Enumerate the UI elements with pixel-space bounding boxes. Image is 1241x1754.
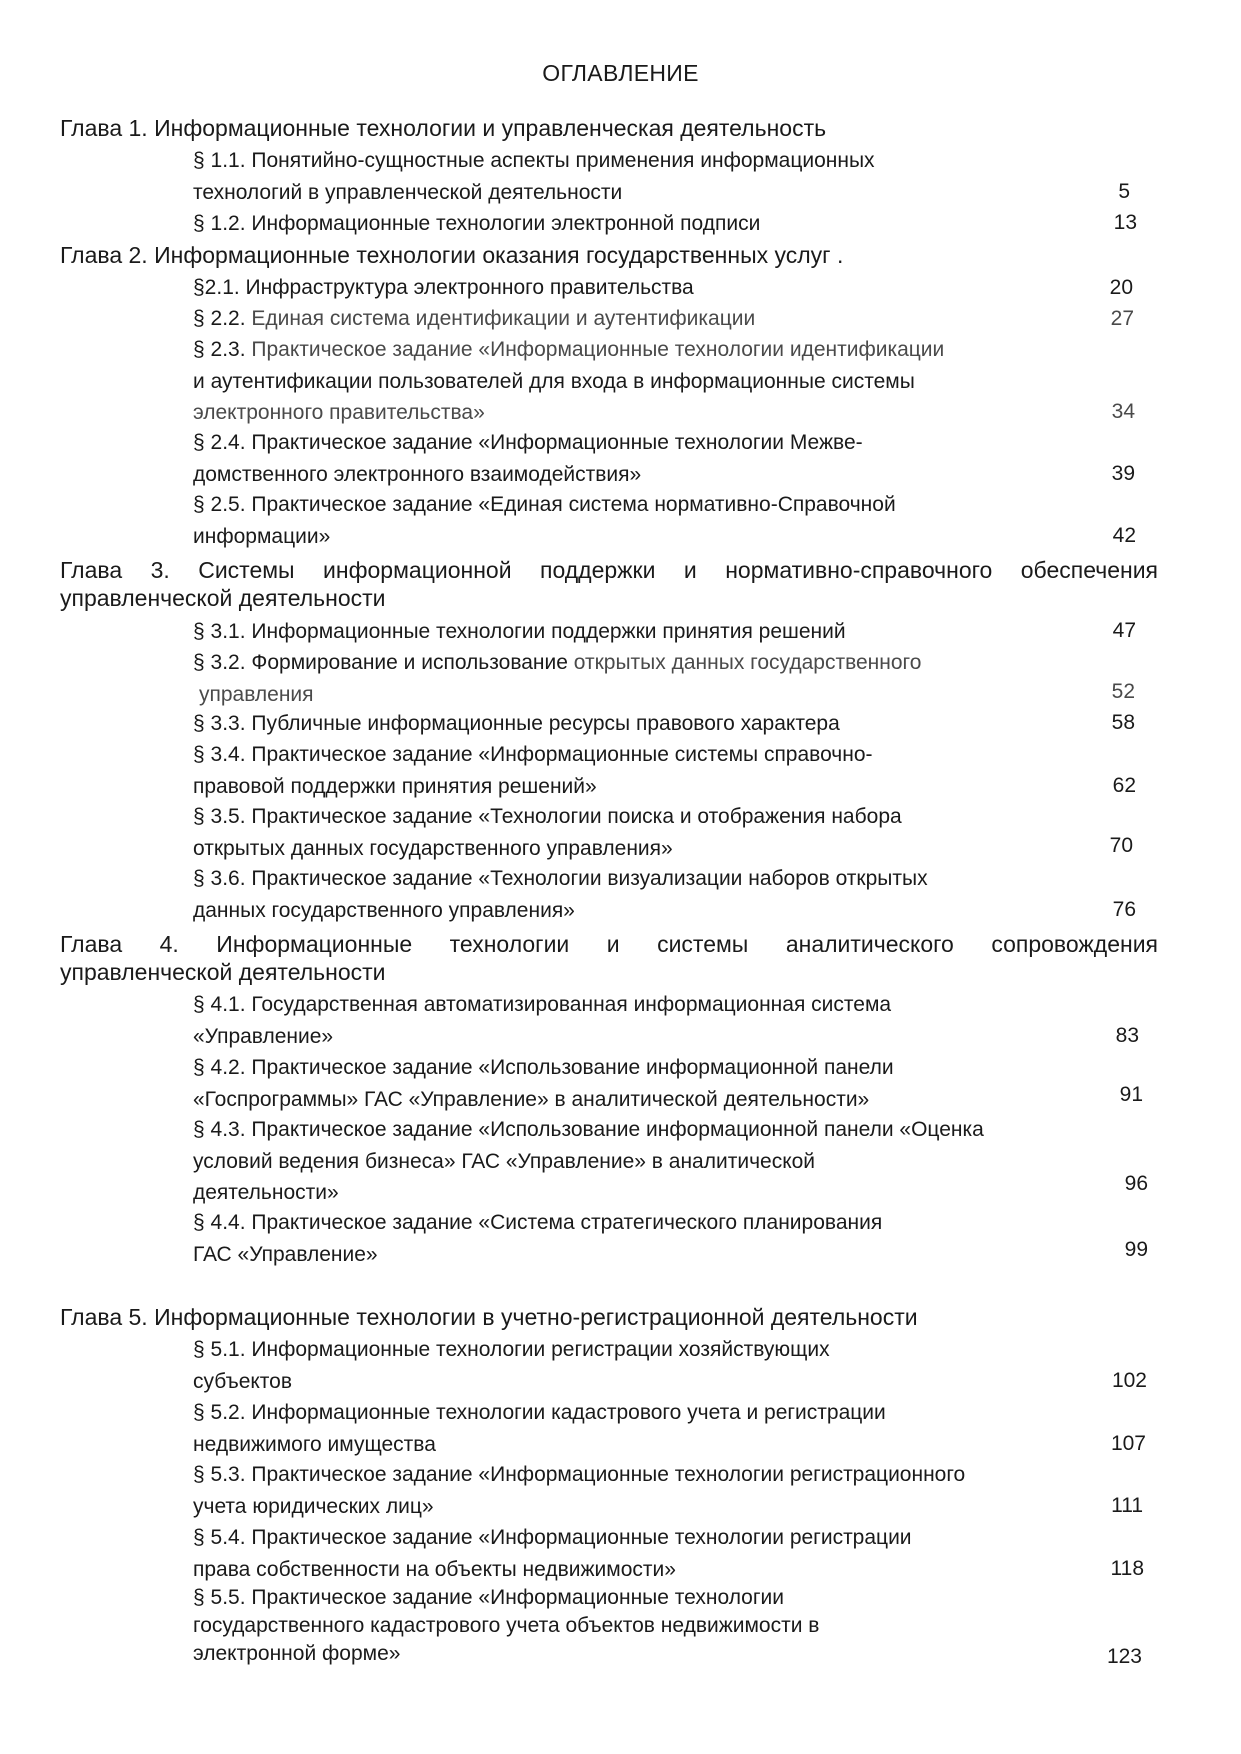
- page-number-2-4: 39: [1111, 462, 1135, 485]
- page-number-2-1: 20: [1109, 276, 1133, 299]
- section-3-4-line-1: § 3.4. Практическое задание «Информационные системы справочно-: [193, 743, 873, 766]
- chapter-4-line-2: управленческой деятельности: [60, 959, 386, 985]
- section-3-2: [193, 647, 1093, 710]
- section-2-2-title: Единая система идентификации и аутентификации: [251, 307, 756, 330]
- section-5-5-line-2: государственного кадастрового учета объектов недвижимости в: [193, 1614, 820, 1637]
- section-4-1: [193, 989, 1093, 1052]
- section-3-2-line-1: [193, 647, 1093, 679]
- section-2-3: [193, 334, 1093, 429]
- section-5-3-line-2: учета юридических лиц»: [193, 1494, 434, 1518]
- section-4-3: [193, 1114, 1093, 1209]
- page-number-3-6: 76: [1112, 898, 1136, 921]
- page-number-5-4: 118: [1110, 1557, 1144, 1580]
- page-number-3-5: 70: [1109, 834, 1133, 857]
- section-3-6: [193, 863, 1093, 926]
- section-5-4: [193, 1522, 1093, 1585]
- section-3-4-line-2: правовой поддержки принятия решений»: [193, 774, 597, 798]
- section-2-5-line-2: информации»: [193, 524, 331, 548]
- section-1-1-line-1: § 1.1. Понятийно-сущностные аспекты применения информационных: [193, 149, 875, 172]
- section-4-1-line-2: «Управление»: [193, 1024, 334, 1048]
- section-5-4-line-2: права собственности на объекты недвижимости»: [193, 1557, 676, 1581]
- section-3-2-line-2: управления: [199, 682, 314, 706]
- section-5-2-line-2: недвижимого имущества: [193, 1432, 436, 1456]
- section-2-5-line-1: § 2.5. Практическое задание «Единая система нормативно-Справочной: [193, 493, 896, 516]
- section-5-2-line-1: § 5.2. Информационные технологии кадастрового учета и регистрации: [193, 1401, 886, 1424]
- page-number-4-2: 91: [1119, 1083, 1143, 1106]
- page-number-1-2: 13: [1113, 211, 1137, 234]
- section-2-5: [193, 489, 1093, 552]
- section-4-4-line-2: ГАС «Управление»: [193, 1242, 378, 1266]
- section-5-2: [193, 1397, 1093, 1460]
- section-5-5-line-1: § 5.5. Практическое задание «Информационные технологии: [193, 1586, 784, 1609]
- chapter-1-title: Глава 1. Информационные технологии и управленческая деятельность: [60, 115, 827, 141]
- section-2-3-line-2: и аутентификации пользователей для входа в информационные системы: [193, 369, 915, 393]
- chapter-3-line-2: управленческой деятельности: [60, 585, 386, 611]
- page-number-3-1: 47: [1112, 619, 1136, 642]
- section-1-2: § 1.2. Информационные технологии электронной подписи: [193, 212, 761, 235]
- section-4-3-line-3: деятельности»: [193, 1181, 339, 1204]
- page-number-4-1: 83: [1115, 1024, 1139, 1047]
- section-2-4-line-2: домственного электронного взаимодействия»: [193, 462, 642, 486]
- section-5-5: [193, 1584, 1093, 1668]
- section-3-2-title-a: § 3.2. Формирование и использование: [193, 651, 574, 674]
- section-3-3: § 3.3. Публичные информационные ресурсы правового характера: [193, 712, 840, 735]
- section-5-1: [193, 1334, 1093, 1397]
- page-number-2-5: 42: [1112, 524, 1136, 547]
- section-5-4-line-1: § 5.4. Практическое задание «Информационные технологии регистрации: [193, 1526, 912, 1549]
- chapter-4-line-1: Глава 4. Информационные технологии и системы аналитического сопровождения: [60, 931, 1158, 957]
- page-number-2-2: 27: [1110, 307, 1134, 330]
- section-4-3-line-2: условий ведения бизнеса» ГАС «Управление» в аналитической: [193, 1149, 816, 1173]
- section-5-3-line-1: § 5.3. Практическое задание «Информационные технологии регистрационного: [193, 1463, 966, 1486]
- section-2-3-title: Практическое задание «Информационные технологии идентификации: [251, 338, 945, 361]
- section-5-1-line-1: § 5.1. Информационные технологии регистрации хозяйствующих: [193, 1338, 830, 1361]
- section-3-2-title-b: открытых данных государственного: [573, 651, 922, 674]
- section-3-6-line-2: данных государственного управления»: [193, 898, 575, 922]
- page-title: ОГЛАВЛЕНИЕ: [542, 60, 699, 86]
- section-4-2-line-1: § 4.2. Практическое задание «Использование информационной панели: [193, 1056, 894, 1079]
- chapter-3-line-1: Глава 3. Системы информационной поддержки и нормативно-справочного обеспечения: [60, 557, 1158, 583]
- page-number-5-3: 111: [1111, 1494, 1143, 1517]
- chapter-3-title: [60, 556, 1158, 612]
- page-number-5-1: 102: [1111, 1369, 1147, 1392]
- chapter-4-title: [60, 930, 1158, 986]
- section-5-5-line-3: электронной форме»: [193, 1642, 401, 1665]
- section-3-5-line-1: § 3.5. Практическое задание «Технологии поиска и отображения набора: [193, 805, 902, 828]
- page-number-3-4: 62: [1112, 774, 1136, 797]
- section-3-1: § 3.1. Информационные технологии поддержки принятия решений: [193, 620, 846, 643]
- section-5-3: [193, 1459, 1093, 1522]
- section-2-2-number: § 2.2.: [193, 307, 252, 330]
- page-number-3-2: 52: [1111, 680, 1135, 703]
- section-4-1-line-1: § 4.1. Государственная автоматизированная информационная система: [193, 993, 892, 1016]
- page-number-3-3: 58: [1111, 711, 1135, 734]
- section-2-1: §2.1. Инфраструктура электронного правительства: [193, 276, 694, 299]
- section-2-3-line-3: электронного правительства»: [193, 401, 485, 424]
- section-4-3-line-1: § 4.3. Практическое задание «Использование информационной панели «Оценка: [193, 1118, 984, 1141]
- section-2-3-number: § 2.3.: [193, 338, 252, 361]
- section-2-4: [193, 427, 1093, 490]
- section-2-2: [193, 303, 1093, 335]
- chapter-5-title: Глава 5. Информационные технологии в учетно-регистрационной деятельности: [60, 1304, 918, 1330]
- page-number-4-3: 96: [1124, 1172, 1148, 1195]
- page-number-5-5: 123: [1106, 1645, 1142, 1668]
- chapter-2-title: Глава 2. Информационные технологии оказания государственных услуг .: [60, 242, 844, 268]
- section-2-4-line-1: § 2.4. Практическое задание «Информационные технологии Межве-: [193, 431, 863, 454]
- section-4-4: [193, 1207, 1093, 1270]
- page-number-1-1: 5: [1118, 180, 1130, 203]
- section-4-2-line-2: «Госпрограммы» ГАС «Управление» в аналитической деятельности»: [193, 1087, 870, 1111]
- page-number-2-3: 34: [1111, 400, 1135, 423]
- section-4-4-line-1: § 4.4. Практическое задание «Система стратегического планирования: [193, 1211, 883, 1234]
- page-number-4-4: 99: [1124, 1238, 1148, 1261]
- page-number-5-2: 107: [1110, 1432, 1146, 1455]
- section-1-1-line-2: технологий в управленческой деятельности: [193, 180, 623, 204]
- section-3-5: [193, 801, 1093, 864]
- section-3-4: [193, 739, 1093, 802]
- section-4-2: [193, 1052, 1093, 1115]
- section-3-6-line-1: § 3.6. Практическое задание «Технологии визуализации наборов открытых: [193, 867, 928, 890]
- section-1-1: [193, 145, 1093, 208]
- section-2-3-line-1: [193, 334, 1093, 366]
- section-3-5-line-2: открытых данных государственного управления»: [193, 836, 673, 860]
- section-5-1-line-2: субъектов: [193, 1369, 293, 1393]
